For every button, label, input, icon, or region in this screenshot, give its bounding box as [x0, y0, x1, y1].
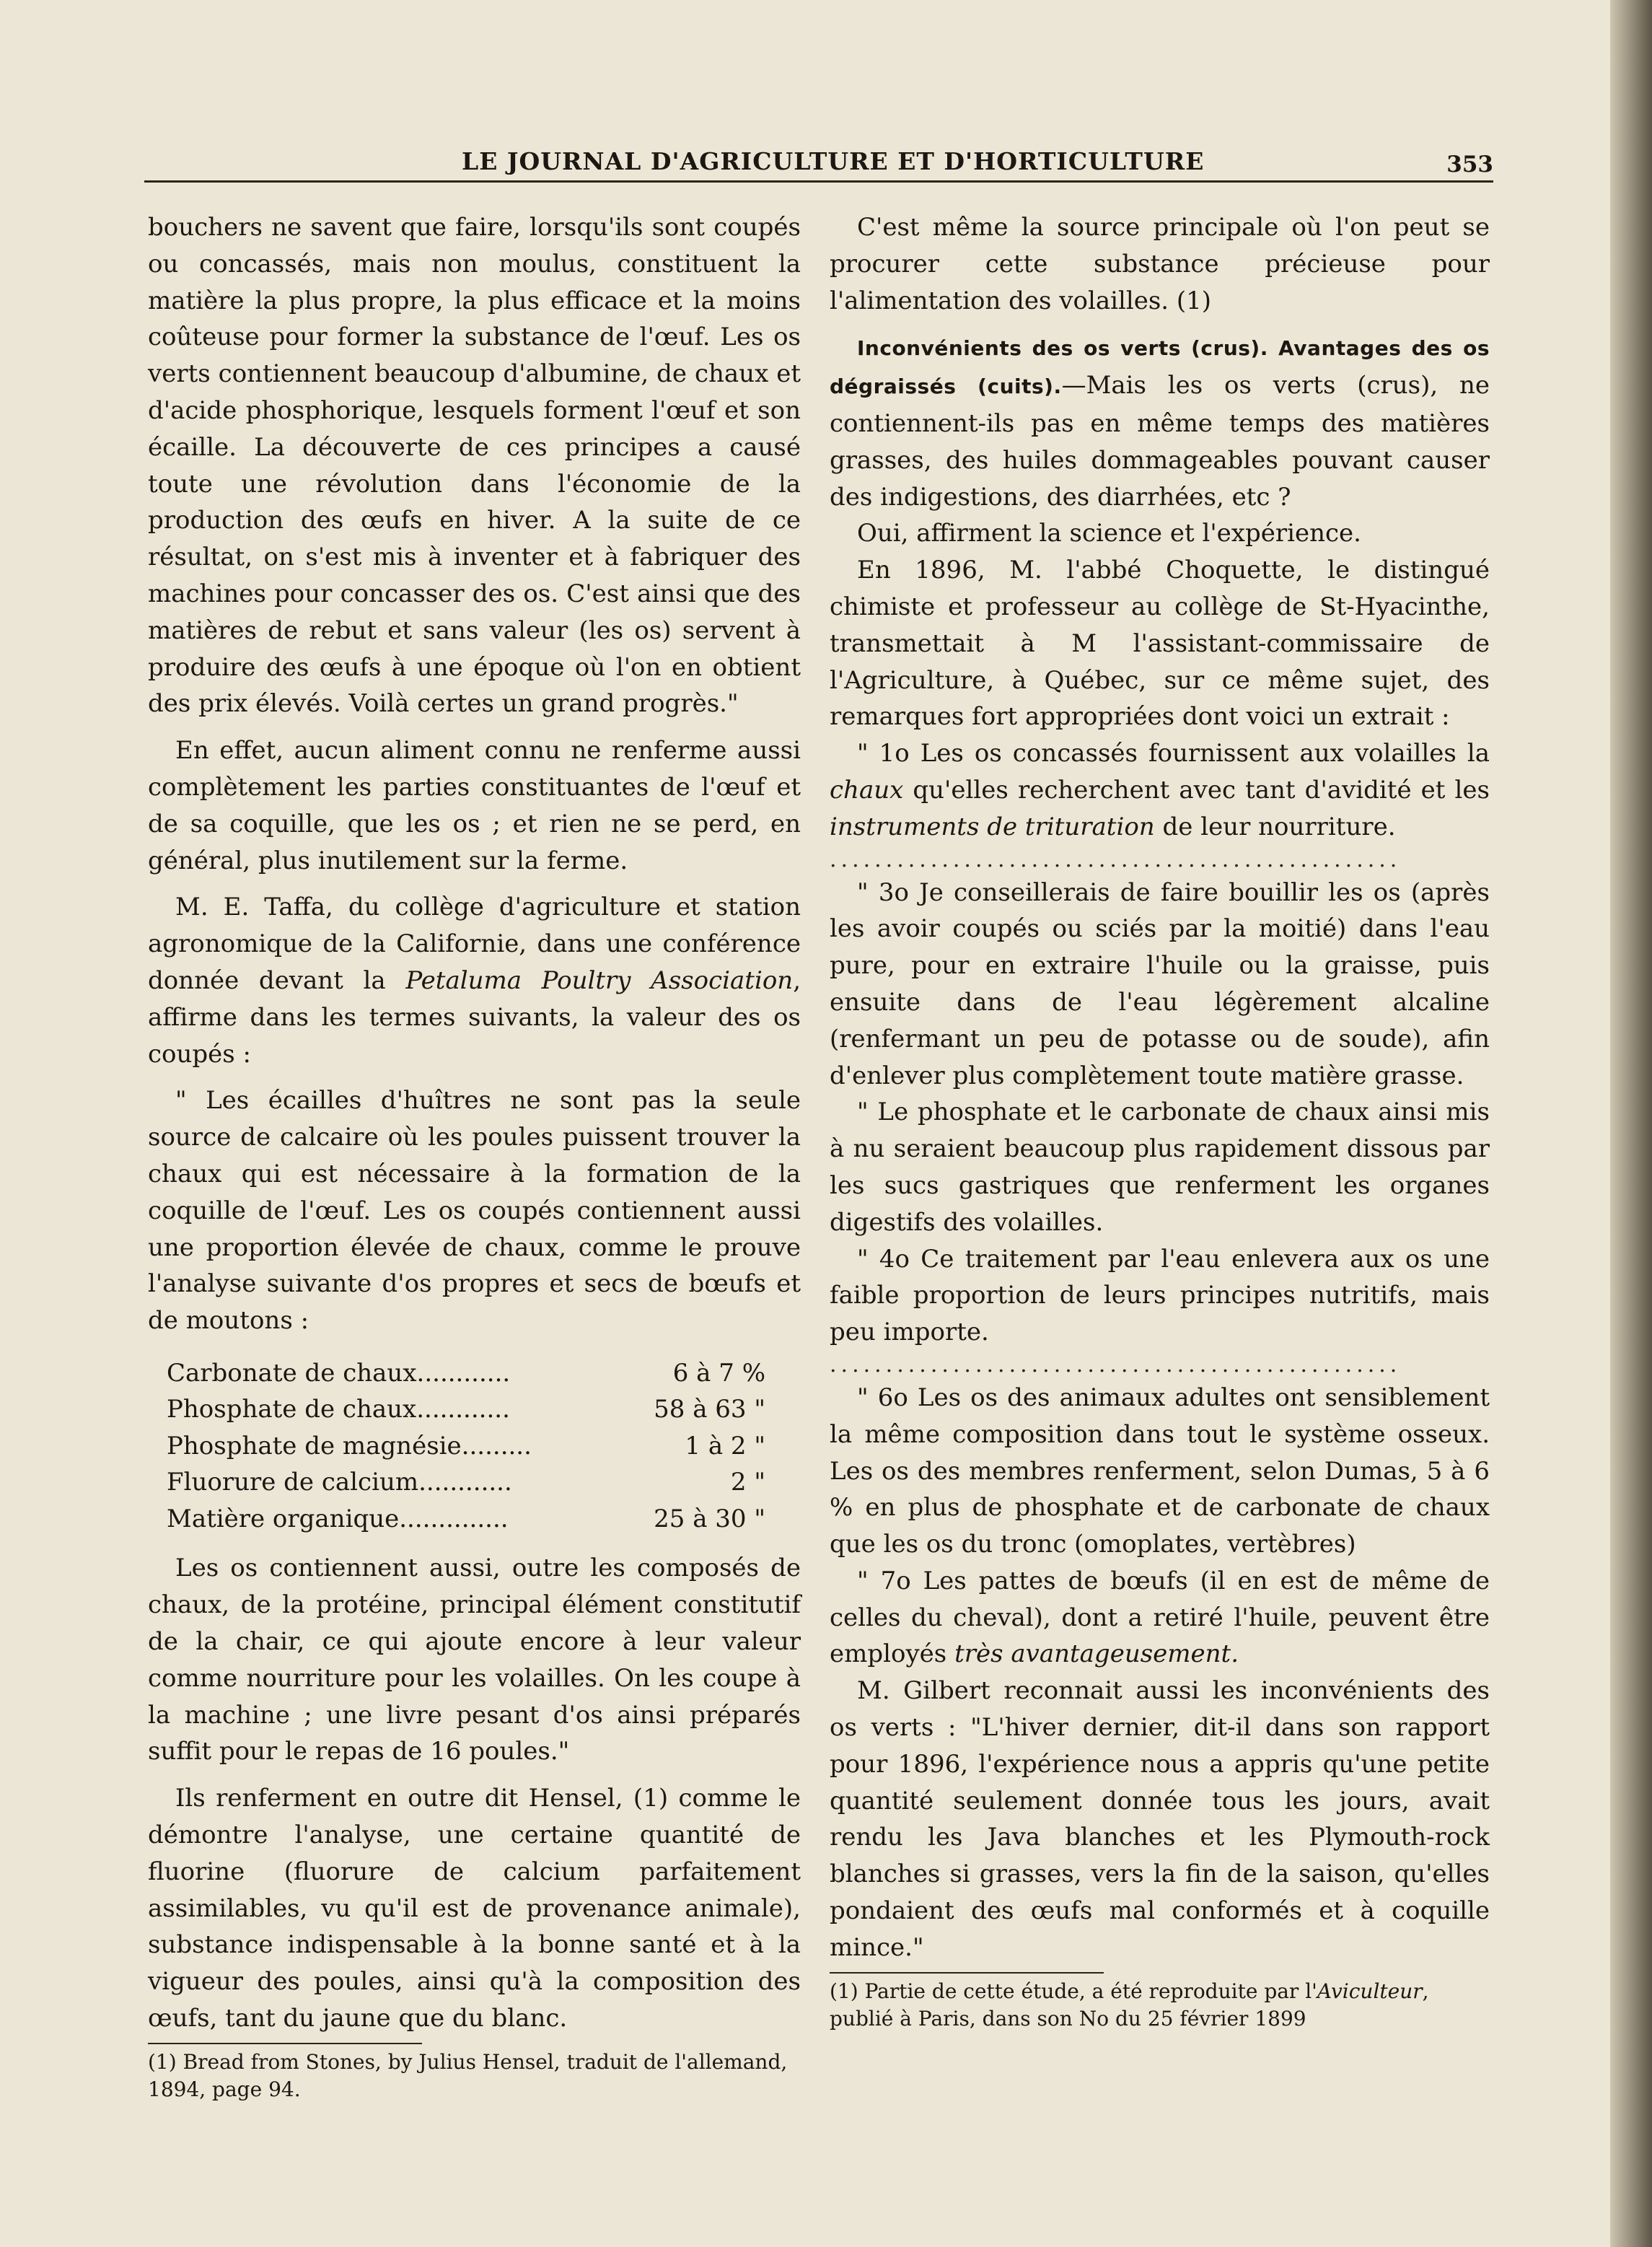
paragraph: " Le phosphate et le carbonate de chaux ainsi mis à nu seraient beaucoup plus rapidement dissous par les sucs gastriques que renferment les organes digestifs des volailles. — [830, 1098, 1490, 1237]
header-rule — [144, 180, 1493, 183]
footnote: (1) Bread from Stones, by Julius Hensel, traduit de l'allemand, 1894, page 94. — [148, 2049, 788, 2101]
paragraph: M. E. Taffa, du collège d'agriculture et station agronomique de la Californie, dans une conférence donnée devant la Petaluma Poultry Association, affirme dans les termes suivants, la valeur des os coupés : — [148, 893, 801, 1069]
section-heading: Inconvénients des os verts (crus). Avantages des os dégraissés — [830, 336, 1490, 399]
table-row: Carbonate de chaux............ 6 à 7 % — [167, 1358, 765, 1388]
paragraph: " 1o Les os concassés fournissent aux volailles la chaux qu'elles recherchent avec tant d'avidité et les instruments de trituration de leur nourriture. — [830, 739, 1490, 841]
paragraph: " Les écailles d'huîtres ne sont pas la seule source de calcaire où les poules puissent trouver la chaux qui est nécessaire à la formation de la coquille de l'œuf. Les os coupés contiennent aussi une proportion élevée de chaux, comme le prouve l'analyse suivante d'os propres et secs de bœufs et de moutons : — [148, 1086, 801, 1336]
page-number: 353 — [1446, 152, 1493, 178]
page-binding-edge — [1610, 0, 1652, 2247]
section-paragraph: Inconvénients des os verts (crus). Avantages des os dégraissés (cuits).—Mais les os verts (crus), ne contiennent-ils pas en même temps des matières grasses, des huiles dommageables pouvant causer des indigestions, des diarrhées, etc ? — [830, 336, 1490, 512]
ellipsis-separator: ................................................... — [830, 1352, 1402, 1377]
paragraph: En effet, aucun aliment connu ne renferme aussi complètement les parties constituantes de l'œuf et de sa coquille, que les os ; et rien ne se perd, en général, plus inutilement sur la ferme. — [148, 736, 801, 875]
association-name: Petaluma Poultry Association — [405, 965, 794, 995]
paragraph: " 4o Ce traitement par l'eau enlevera aux os une faible proportion de leurs principes nutritifs, mais peu importe. — [830, 1244, 1490, 1347]
running-header — [144, 143, 1493, 186]
paragraph: " 3o Je conseillerais de faire bouillir les os (après les avoir coupés ou sciés par la moitié) dans l'eau pure, pour en extraire l'huile ou la graisse, puis ensuite dans de l'eau légèrement alcaline (renfermant un peu de potasse ou de soude), afin d'enlever plus complètement toute matière grasse. — [830, 877, 1490, 1090]
table-row: Phosphate de magnésie......... 1 à 2 " — [167, 1431, 765, 1460]
paragraph: bouchers ne savent que faire, lorsqu'ils sont coupés ou concassés, mais non moulus, constituent la matière la plus propre, la plus efficace et la moins coûteuse pour former la substance de l'œuf. Les os verts contiennent beaucoup d'albumine, de chaux et d'acide phosphorique, lesquels forment l'œuf et son écaille. La découverte de ces principes a causé toute une révolution dans l'économie de la production des œufs en hiver. A la suite de ce résultat, on s'est mis à inventer et à fabriquer des machines pour concasser des os. C'est ainsi que des matières de rebut et sans valeur (les os) servent à produire des œufs à une époque où l'on en obtient des prix élevés. Voilà certes un grand progrès." — [148, 213, 801, 719]
right-column — [830, 209, 1490, 2033]
paragraph: Les os contiennent aussi, outre les composés de chaux, de la protéine, principal élément constitutif de la chair, ce qui ajoute encore à leur valeur comme nourriture pour les volailles. On les coupe à la machine ; une livre pesant d'os ainsi préparés suffit pour le repas de 16 poules." — [148, 1554, 801, 1766]
journal-title: LE JOURNAL D'AGRICULTURE ET D'HORTICULTURE — [462, 147, 1205, 175]
paragraph: M. Gilbert reconnait aussi les inconvénients des os verts : "L'hiver dernier, dit-il dans son rapport pour 1896, l'expérience nous a appris qu'une petite quantité seulement donnée tous les jours, avait rendu les Java blanches et les Plymouth-rock blanches si grasses, vers la fin de la saison, qu'elles pondaient des œufs mal conformés et à coquille mince." — [830, 1676, 1490, 1962]
paragraph: En 1896, M. l'abbé Choquette, le distingué chimiste et professeur au collège de St-Hyacinthe, transmettait à M l'assistant-commissaire de l'Agriculture, à Québec, sur ce même sujet, des remarques fort appropriées dont voici un extrait : — [830, 556, 1490, 732]
footnote-rule — [830, 1972, 1104, 1974]
footnote-rule — [148, 2043, 422, 2044]
paragraph: " 6o Les os des animaux adultes ont sensiblement la même composition dans tout le système osseux. Les os des membres renferment, selon Dumas, 5 à 6 % en plus de phosphate et de carbonate de chaux que les os du tronc (omoplates, vertèbres) — [830, 1383, 1490, 1559]
table-row: Phosphate de chaux............ 58 à 63 " — [167, 1395, 765, 1424]
paragraph: " 7o Les pattes de bœufs (il en est de même de celles du cheval), dont a retiré l'huile, peuvent être employés très avantageusement. — [830, 1566, 1490, 1669]
bone-analysis-table — [167, 1355, 765, 1538]
table-row: Fluorure de calcium............ 2 " — [167, 1468, 765, 1497]
footnote: (1) Partie de cette étude, a été reproduite par l'Aviculteur, publié à Paris, dans son No du 25 février 1899 — [830, 1979, 1429, 2031]
paragraph: Oui, affirment la science et l'expérience. — [857, 519, 1361, 548]
paragraph: C'est même la source principale où l'on peut se procurer cette substance précieuse pour l'alimentation des volailles. (1) — [830, 213, 1490, 315]
left-column — [148, 209, 801, 2103]
paragraph: Ils renferment en outre dit Hensel, (1) comme le démontre l'analyse, une certaine quantité de fluorine (fluorure de calcium parfaitement assimilables, vu qu'il est de provenance animale), substance indispensable à la bonne santé et à la vigueur des poules, ainsi qu'à la composition des œufs, tant du jaune que du blanc. — [148, 1784, 801, 2033]
table-row: Matière organique.............. 25 à 30 " — [167, 1504, 765, 1533]
ellipsis-separator: ................................................... — [830, 846, 1402, 872]
